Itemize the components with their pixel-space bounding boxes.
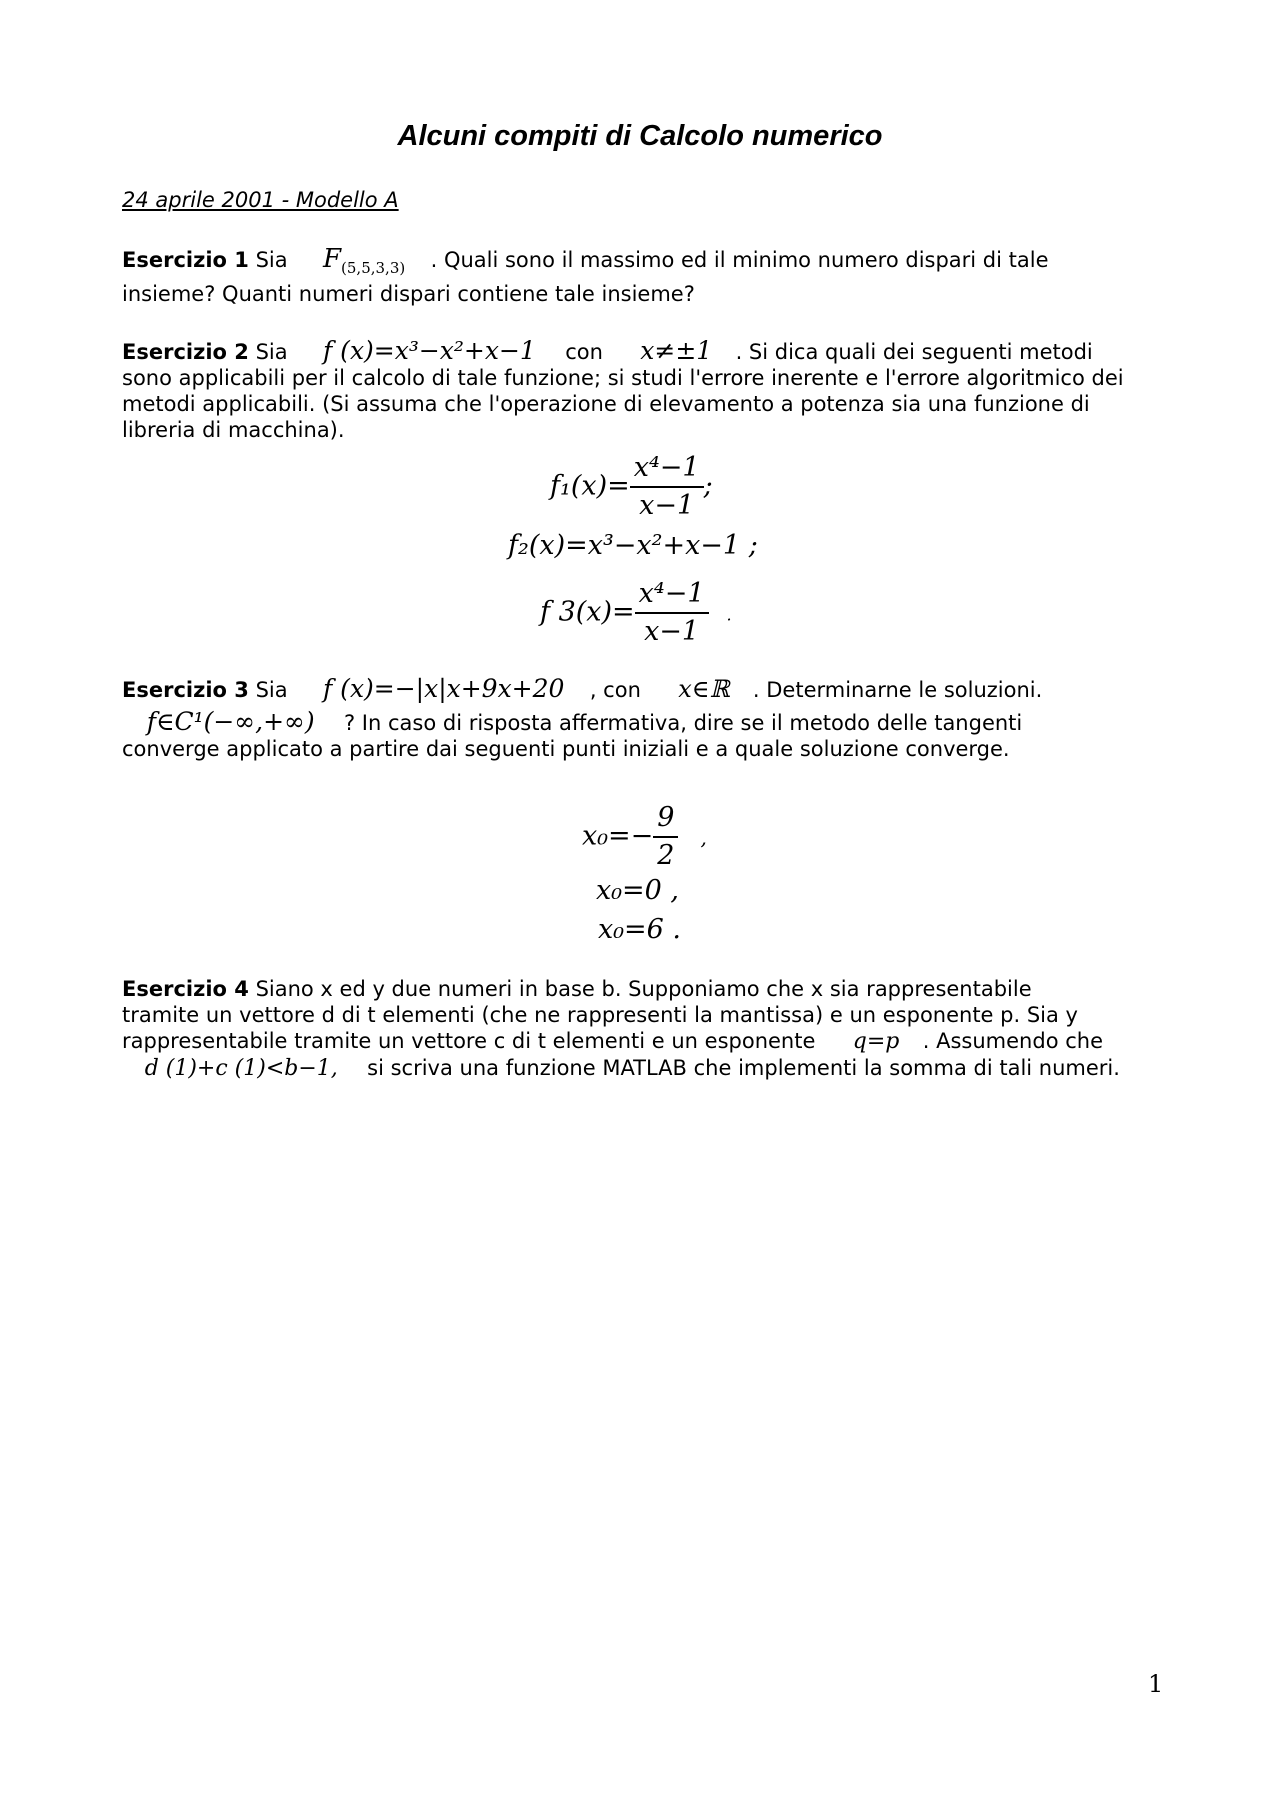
page-number: 1 bbox=[1148, 1670, 1164, 1698]
formula-f3-fraction bbox=[635, 576, 709, 650]
exercise-3-function: f (x)=−|x|x+9x+20 bbox=[322, 674, 565, 703]
page-title: Alcuni compiti di Calcolo numerico bbox=[397, 120, 883, 152]
exercise-4-label: Esercizio 4 bbox=[122, 977, 249, 1001]
exercise-3-pre: Sia bbox=[255, 678, 288, 702]
exercise-2 bbox=[122, 338, 1172, 443]
formula-f3-end: . bbox=[726, 605, 732, 625]
exercise-2-text1: . Si dica quali dei seguenti metodi bbox=[735, 340, 1093, 364]
exercise-2-condition: x≠±1 bbox=[640, 336, 713, 365]
exercise-4-line4b: si scriva una funzione MATLAB che implementi la somma di tali numeri. bbox=[367, 1056, 1120, 1080]
formula-f1-numerator: x⁴−1 bbox=[630, 450, 704, 488]
initial-point-a-denominator: 2 bbox=[657, 840, 675, 871]
exercise-2-pre: Sia bbox=[255, 340, 288, 364]
formula-f3-numerator: x⁴−1 bbox=[635, 576, 709, 614]
date-line: 24 aprile 2001 - Modello A bbox=[122, 188, 399, 212]
formula-f3 bbox=[540, 576, 732, 650]
exercise-2-label: Esercizio 2 bbox=[122, 340, 249, 364]
exercise-1-label: Esercizio 1 bbox=[122, 248, 249, 272]
formula-f1-fraction bbox=[630, 450, 704, 524]
exercise-1-text2: insieme? Quanti numeri dispari contiene tale insieme? bbox=[122, 282, 695, 306]
initial-point-b: x₀=0 , bbox=[596, 875, 680, 906]
exercise-3-label: Esercizio 3 bbox=[122, 678, 249, 702]
exercise-4-line2: tramite un vettore d di t elementi (che ne rappresenti la mantissa) e un esponente p. Sia y bbox=[122, 1003, 1078, 1027]
formula-f1-denominator: x−1 bbox=[639, 490, 695, 521]
exercise-4 bbox=[122, 976, 1172, 1082]
formula-f3-denominator: x−1 bbox=[644, 616, 700, 647]
exercise-4-line1: Siano x ed y due numeri in base b. Supponiamo che x sia rappresentabile bbox=[255, 977, 1032, 1001]
exercise-3-con: , con bbox=[589, 678, 641, 702]
set-F: F bbox=[322, 244, 342, 274]
exercise-3-text2: ? In caso di risposta affermativa, dire se il metodo delle tangenti bbox=[343, 711, 1023, 735]
exercise-4-line3a: rappresentabile tramite un vettore c di t elementi e un esponente bbox=[122, 1029, 816, 1053]
exercise-3-text1: . Determinarne le soluzioni. bbox=[752, 678, 1043, 702]
exercise-2-text2: sono applicabili per il calcolo di tale funzione; si studi l'errore inerente e l'errore algoritmico dei bbox=[122, 366, 1124, 390]
exercise-3-condition: x∈ℝ bbox=[678, 675, 730, 703]
initial-point-a-numerator: 9 bbox=[653, 800, 678, 838]
initial-point-a-fraction bbox=[653, 800, 678, 874]
initial-point-c: x₀=6 . bbox=[598, 914, 682, 945]
exercise-4-exponent-condition: q=p bbox=[852, 1029, 900, 1054]
exercise-2-text4: libreria di macchina). bbox=[122, 418, 345, 442]
exercise-3-smoothness: f∈C¹(−∞,+∞) bbox=[146, 707, 315, 736]
initial-point-a-lhs: x₀=− bbox=[582, 820, 654, 852]
exercise-4-line3b: . Assumendo che bbox=[922, 1029, 1103, 1053]
initial-point-a bbox=[582, 800, 707, 874]
exercise-1 bbox=[122, 246, 1172, 307]
exercise-2-con: con bbox=[565, 340, 603, 364]
formula-f1 bbox=[550, 450, 713, 524]
exercise-4-mantissa-condition: d (1)+c (1)<b−1, bbox=[144, 1056, 338, 1081]
exercise-1-text1: . Quali sono il massimo ed il minimo numero dispari di tale bbox=[430, 248, 1049, 272]
initial-point-a-end: , bbox=[700, 825, 707, 850]
exercise-3 bbox=[122, 676, 1172, 762]
formula-f2: f₂(x)=x³−x²+x−1 ; bbox=[508, 530, 758, 561]
exercise-1-pre: Sia bbox=[255, 248, 288, 272]
exercise-2-text3: metodi applicabili. (Si assuma che l'operazione di elevamento a potenza sia una funzione di bbox=[122, 392, 1090, 416]
exercise-2-function: f (x)=x³−x²+x−1 bbox=[322, 336, 536, 365]
exercise-3-text3: converge applicato a partire dai seguenti punti iniziali e a quale soluzione converge. bbox=[122, 737, 1010, 761]
set-params: (5,5,3,3) bbox=[341, 259, 406, 277]
formula-f3-lhs: f 3(x)= bbox=[540, 596, 635, 628]
formula-f1-end: ; bbox=[703, 470, 713, 502]
formula-f1-lhs: f₁(x)= bbox=[550, 470, 630, 502]
